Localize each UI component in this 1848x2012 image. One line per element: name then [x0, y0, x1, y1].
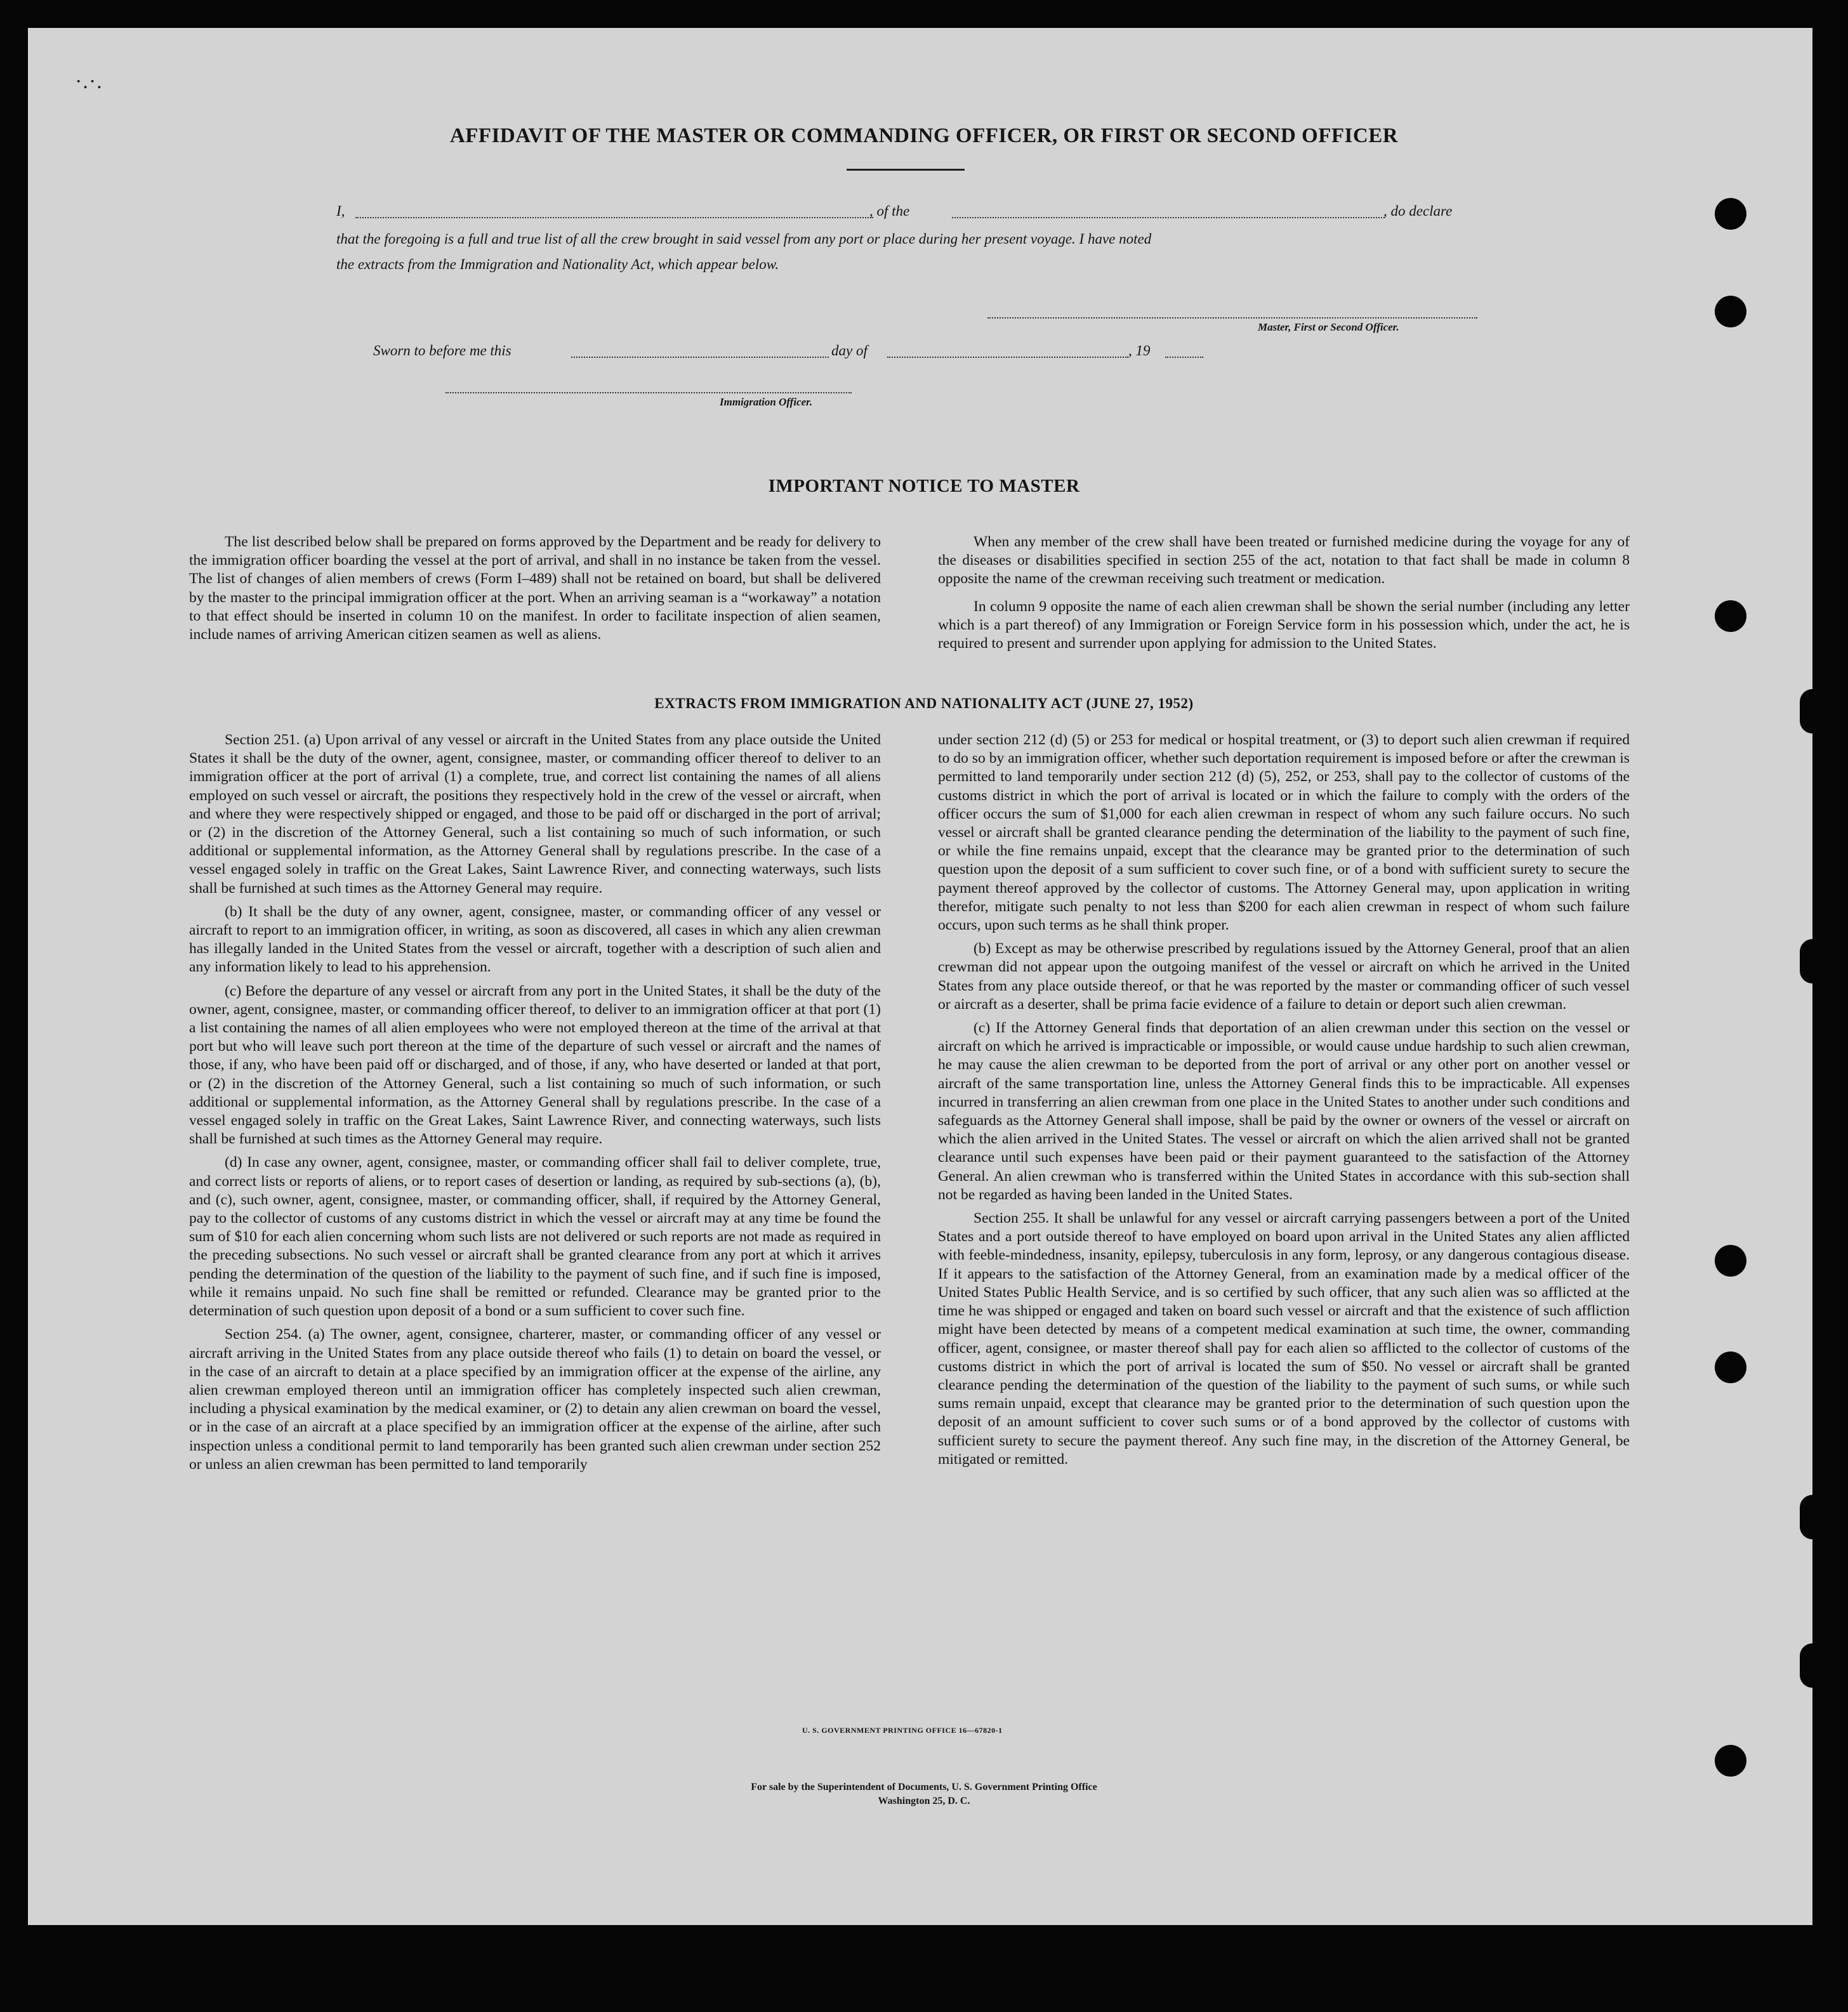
extracts-right-column [938, 731, 1630, 1474]
section-251-a: Section 251. (a) Upon arrival of any vessel or aircraft in the United States from any place outside the United States it shall be the duty of the owner, agent, consignee, master, or commanding officer thereof to deliver to an immigration officer at the port of arrival (1) a complete, true, and correct list containing the names of all aliens employed on such vessel or aircraft, the positions they respectively hold in the crew of the vessel or aircraft, when and where they were respectively shipped or engaged, and those to be paid off or discharged in the port of arrival; or (2) in the discretion of the Attorney General, such a list containing so much of such information, or such additional or supplemental information, as the Attorney General shall by regulations prescribe. In the case of a vessel engaged solely in traffic on the Great Lakes, Saint Lawrence River, and connecting waterways, such lists shall be furnished at such times as the Attorney General may require. [189, 732, 881, 897]
declarant-name-field[interactable] [355, 217, 873, 218]
affidavit-line3: the extracts from the Immigration and Nationality Act, which appear below. [336, 256, 779, 272]
day-of-label: day of [831, 343, 868, 358]
extracts-left-column [189, 731, 881, 1479]
sworn-day-field[interactable] [571, 357, 829, 358]
affidavit-title: AFFIDAVIT OF THE MASTER OR COMMANDING OFFICER, OR FIRST OR SECOND OFFICER [449, 124, 1399, 147]
section-255: Section 255. It shall be unlawful for any vessel or aircraft carrying passengers between a port of the United States and a port outside thereof to have employed on board upon arrival in the United States any alien afflicted with feeble-mindedness, insanity, epilepsy, tuberculosis in any form, leprosy, or any dangerous contagious disease. If it appears to the satisfaction of the Attorney General, from an examination made by a medical officer of the United States Public Health Service, and is so certified by such officer, that any such alien was so afflicted at the time he was shipped or engaged and taken on board such vessel or aircraft and that the existence of such affliction might have been detected by means of a competent medical examination at such time, the owner, commanding officer, agent, consignee, or master thereof shall pay for each alien so afflicted to the collector of customs of the customs district in which the port of arrival is located the sum of $50. No vessel or aircraft shall be granted clearance pending the determination of the question of the liability to the payment of such sums, or while such sums remain unpaid, except that clearance may be granted prior to the determination of such question upon the deposit of an amount sufficient to cover such sums or of a bond approved by the collector of customs with sufficient surety to secure the payment thereof. Any such fine may, in the discretion of the Attorney General, be mitigated or remitted. [938, 1210, 1630, 1468]
page-notch [1800, 1643, 1825, 1688]
binder-hole [1715, 1745, 1746, 1777]
master-signature-field[interactable] [987, 317, 1477, 319]
title-rule [847, 169, 965, 171]
section-254-a-continued: under section 212 (d) (5) or 253 for medical or hospital treatment, or (3) to deport such alien crewman if required to do so by an immigration officer, whether such deportation requirement is imposed before or after the crewman is permitted to land temporarily under section 212 (d) (5), 252, or 253, shall pay to the collector of customs of the customs district in which the port of arrival is located or in which the failure to comply with the orders of the officer occurs the sum of $1,000 for each alien crewman in respect of whom any such failure occurs. No such vessel or aircraft shall be granted clearance pending the determination of the liability to the payment of such fine, or while the fine remains unpaid, except that the clearance may be granted prior to the determination of such question upon the deposit of a sum sufficient to cover such fine, or of a bond with sufficient surety to secure the payment thereof approved by the collector of customs. The Attorney General may, upon application in writing therefor, mitigate such penalty to not less than $200 for each alien crewman in respect of whom such failure occurs, upon such terms as he shall think proper. [938, 732, 1630, 934]
page-notch [1800, 939, 1825, 983]
master-signature-label: Master, First or Second Officer. [1258, 321, 1399, 333]
sworn-label: Sworn to before me this [373, 343, 512, 358]
page-notch [1800, 1495, 1825, 1539]
binder-hole [1715, 198, 1746, 230]
affidavit-line1-i: I, [336, 203, 345, 219]
affidavit-line1-of: , of the [869, 203, 910, 219]
immigration-officer-label: Immigration Officer. [720, 396, 813, 408]
section-254-b: (b) Except as may be otherwise prescribed by regulations issued by the Attorney General, proof that an alien crewman did not appear upon the outgoing manifest of the vessel or aircraft on which he arrived in the United States from any place outside thereof, or that he was reported by the master or commanding officer of such vessel or aircraft as a deserter, shall be prima facie evidence of a failure to detain or deport such alien crewman. [938, 940, 1630, 1013]
notice-right-column [938, 533, 1630, 658]
section-254-c: (c) If the Attorney General finds that deportation of an alien crewman under this section on the vessel or aircraft on which he arrived is impracticable or impossible, or would cause undue hardship to such alien crewman, he may cause the alien crewman to be deported from the port of arrival or any other port on another vessel or aircraft of the same transportation line, unless the Attorney General finds this to be impracticable. All expenses incurred in transferring an alien crewman from one place in the United States to another under such conditions and safeguards as the Attorney General shall impose, shall be paid by the owner or owners of the vessel or aircraft on which the alien arrived in the United States. The vessel or aircraft on which the alien arrived shall not be granted clearance until such expenses have been paid or their payment guaranteed to the satisfaction of the Attorney General. An alien crewman who is transferred within the United States in accordance with this sub-section shall not be regarded as having been landed in the United States. [938, 1020, 1630, 1203]
binder-hole [1715, 1245, 1746, 1277]
year-prefix-label: , 19 [1128, 343, 1151, 358]
printing-office-imprint: U. S. GOVERNMENT PRINTING OFFICE 16—67820-1 [802, 1726, 1003, 1735]
notice-right-paragraph-1: When any member of the crew shall have been treated or furnished medicine during the voyage for any of the diseases or disabilities specified in section 255 of the act, notation to that fact shall be made in column 8 opposite the name of the crewman receiving such treatment or medication. [938, 534, 1630, 588]
section-251-c: (c) Before the departure of any vessel or aircraft from any port in the United States, it shall be the duty of the owner, agent, consignee, master, or commanding officer thereof, to deliver to an immigration officer at that port (1) a list containing the names of all alien employees who were not employed thereon at the time of the arrival at that port but who will leave such port thereon at the time of the departure of such vessel or aircraft and the names of those, if any, who have been paid off or discharged, and of those, if any, who have deserted or landed at that port, or (2) in the discretion of the Attorney General, such a list containing so much of such information, or such additional or supplemental information, as the Attorney General shall by regulations prescribe. In the case of a vessel engaged solely in traffic on the Great Lakes, Saint Lawrence River, and connecting waterways, such lists shall be furnished at such times as the Attorney General may require. [189, 982, 881, 1148]
footer-line-1: For sale by the Superintendent of Documents, U. S. Government Printing Office [751, 1782, 1097, 1792]
notice-right-paragraph-2: In column 9 opposite the name of each alien crewman shall be shown the serial number (including any letter which is a part thereof) of any Immigration or Foreign Service form in his possession which, under the act, he is required to present and surrender upon applying for admission to the United States. [938, 598, 1630, 652]
affidavit-line2: that the foregoing is a full and true list of all the crew brought in said vessel from any port or place during her present voyage. I have noted [336, 231, 1152, 247]
notice-left-paragraph: The list described below shall be prepared on forms approved by the Department and be ready for delivery to the immigration officer boarding the vessel at the port of arrival, and shall in no instance be taken from the vessel. The list of changes of alien members of crews (Form I–489) shall not be retained on board, but shall be delivered by the master to the principal immigration officer at the port. When an arriving seaman is a “workaway” a notation to that effect should be inserted in column 10 on the manifest. In order to facilitate inspection of alien seamen, include names of arriving American citizen seamen as well as aliens. [189, 534, 881, 643]
sworn-year-field[interactable] [1165, 357, 1203, 358]
notice-left-column [189, 533, 881, 649]
binder-hole [1715, 296, 1746, 327]
vessel-name-field[interactable] [952, 217, 1385, 218]
binder-hole [1715, 1351, 1746, 1383]
section-251-b: (b) It shall be the duty of any owner, agent, consignee, master, or commanding officer of any vessel or aircraft to report to an immigration officer, in writing, as soon as discovered, all cases in which any alien crewman has illegally landed in the United States from the vessel or aircraft, together with a description of such alien and any information likely to lead to his apprehension. [189, 903, 881, 976]
immigration-officer-signature-field[interactable] [446, 392, 852, 393]
corner-specks: ·.·. [75, 70, 103, 93]
notice-title: IMPORTANT NOTICE TO MASTER [768, 476, 1080, 496]
section-251-d: (d) In case any owner, agent, consignee, master, or commanding officer shall fail to deliver complete, true, and correct lists or reports of aliens, or to report cases of desertion or landing, as required by sub-sections (a), (b), and (c), such owner, agent, consignee, master, or commanding officer, shall, if required by the Attorney General, pay to the collector of customs of any customs district in which the vessel or aircraft may at any time be found the sum of $10 for each alien concerning whom such lists are not delivered or such reports are not made as required in the preceding subsections. No such vessel or aircraft shall be granted clearance from any port at which it arrives pending the determination of the question of the liability to the payment of such fine, and if such fine is imposed, while it remains unpaid. No such fine shall be remitted or refunded. Clearance may be granted prior to the determination of such question upon deposit of a bond or a sum sufficient to cover such fine. [189, 1154, 881, 1320]
footer-line-2: Washington 25, D. C. [878, 1796, 970, 1806]
binder-hole [1715, 600, 1746, 632]
section-254-a: Section 254. (a) The owner, agent, consignee, charterer, master, or commanding officer of any vessel or aircraft arriving in the United States from any place outside thereof who fails (1) to detain on board the vessel, or in the case of an aircraft to detain at a place specified by an immigration officer at the expense of the airline, any alien crewman employed thereon until an immigration officer has completely inspected such alien crewman, including a physical examination by the medical examiner, or (2) to detain any alien crewman on board the vessel, or in the case of an aircraft at a place specified by an immigration officer at the expense of the airline, after such inspection unless a conditional permit to land temporarily has been granted such alien crewman under section 252 or unless an alien crewman has been permitted to land temporarily [189, 1326, 881, 1473]
sworn-month-field[interactable] [887, 357, 1128, 358]
extracts-title: EXTRACTS FROM IMMIGRATION AND NATIONALITY ACT (JUNE 27, 1952) [654, 695, 1194, 711]
footer [0, 1780, 1848, 1808]
affidavit-line1-declare: , do declare [1383, 203, 1453, 219]
